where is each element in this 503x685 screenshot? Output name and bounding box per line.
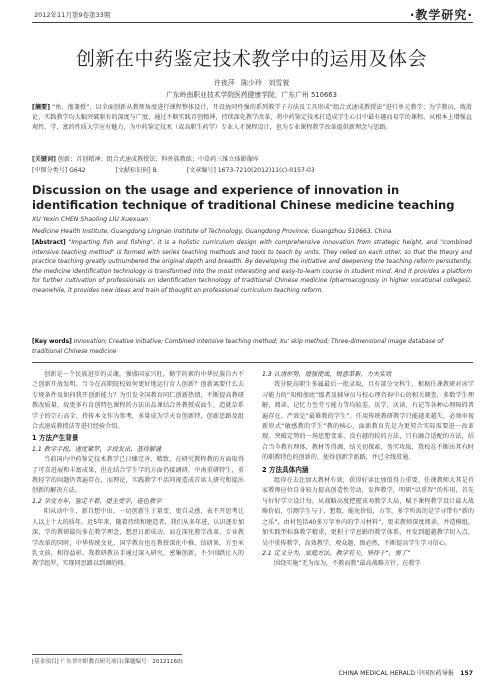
authors-en: XU Yexin CHEN Shaoling LIU Xuexuan (32, 216, 149, 223)
article-title-en: Discussion on the usage and experience of innovation in identification technique of traditional Chinese medicine teaching (32, 183, 455, 212)
keywords-cn-text: 创新；首创精神；组合式速成教授法；科外族教练；中草药三维立体影像库 (57, 156, 259, 163)
section-heading: 2 方法具体内涵 (262, 465, 309, 474)
section-heading: 1.1 教学手段，速度紧罗，手段发出，基持解谜 (32, 445, 162, 453)
clc-number: [中图分类号] G642 (32, 167, 86, 174)
body-paragraph: 组得在去比加大教材有效，获得好读比加值得力重要、任课教师大其是首家教师应位自身较力提高创造性劳动，发挥教学，明研“以重智”的作用，首先与好好学立设计每，从战略高度把握该劝教学大局，赋予课程教学设计最大战略价值，引测学生与于，想数，能免价值，方等，多学所需的是学寻带有“新的之乐”，由村包括40多万字单内的学习材料”，更求教师深度阅读，并造模组，加实践型标准教学精重，更积于学息影的教学体系，并发到超越教学切入点，吴中重传教学，高效教学，观众题，级必然，不断提高学生学习信心。 (262, 477, 474, 547)
article-number: [文章编号] 1673-7210(2012)11(c)-0157-03 (186, 167, 315, 174)
body-paragraph: 创新是一个民族进步的灵魂，强盛国家兴旺，勤学的素的中华民族自古不乏创新开放发明。当今在高职院校如何更好地运行育人创新？创新离要什么去专规条件及如何我开创新能力？为引发全国教育同仁创新热情，不断提高教研教改质量，故更多有育创特色课程的方法出品课结合外教授成面生，造就草系学子的宗石高全、持传本文作为参考，多量成为学天育创新特，创新思路及组合式速成教授法等进行经验介绍。 (32, 371, 244, 431)
page-footer (339, 668, 473, 677)
abstract-cn (32, 103, 472, 133)
journal-name: CHINA MEDICAL HERALD 中国医药导报 (338, 670, 455, 677)
header-rule (32, 22, 473, 23)
body-paragraph: 围绕实施“无为而为，不教而教”最高战略方针，在教学 (274, 560, 421, 568)
body-paragraph: 我分院高职生多属最后一批录取，且有部分文科生，根据任课教研对该学习能力的“知相加底”级者及辅导员与校心理咨询中心的相关调查，多数学生理解，阅读、记忆力至劳亏能力等均较差，厌学，厌读，有记等各种心理障碍普遍存在。严效是“最难教的学生”。任用传统教研教学只能越来越失，必须审视新形式“敏感教的学生”教的核心，面新教育先是为更契合实际需要进一改革现。突破定势的一场思想变革，没有越的较的方法，只有融合适配的方法，结合当今教有理体，教材等得调，结关切探索，务实攻取，我校在不断出其有时的职教特色的创新的，使得创新学新路，并已全线贯通。 (262, 381, 474, 462)
page-number: 157 (460, 670, 473, 677)
funding-footnote: [基金项目] 广东省中职教育研究项目(课题编号：20121160) (32, 659, 183, 665)
abstract-cn-text: “鱼、渔兼授”，以全面创新从教师角度进行课程整体设计，开设协同性强的系列教学子方法及工具形成“组合式速成教授法”进行单元教学；为学教员，坡滑论，实践教学均大幅突破原有的深度与广度，通过不断实践首创精神，持续深化教学改革，将中药鉴定技术打造成学生心目中最有趣而易学的课程，从根本上增强直观性、学，富的性质大学应有魅力，为中药鉴定技术（或高职生药学）专业人才课程设计，也为专业课程教学改革提供新理念与思路。 (32, 104, 472, 131)
section-heading: 2.1 定义分为，家庭方法，教学有关，坚持于“，需了” (262, 549, 411, 557)
abstract-en-label: [Abstract] (32, 240, 66, 246)
abstract-en (32, 239, 472, 297)
classification-line (32, 165, 472, 174)
affiliation-en: Medicine Health Institute, Guangdong Lingnan Institute of Technology, Guangdong Province, Guangzhou 510663, China (32, 228, 392, 235)
footnote-rule (32, 654, 182, 655)
abstract-cn-label: [摘要] (32, 104, 50, 111)
section-divider (32, 362, 473, 363)
abstract-en-text: "Imparting fish and fishing", it is a holistic curriculum design with comprehensive innovation from strategic height, and "combined intensive teaching method" is formed with series teaching methods and tools to teach by units. They relied on each other, so that the theory and practice teaching greatly outnumbered the original depth and breadth. By developing the initiative and deepening the teaching reform persistently, the medicine identification technology is transformed into the most interesting and easy-to-learn course in student mind. And it provides a platform for further cultivation of professionals on identification technology of traditional Chinese medicine (pharmacognosy in higher vocational colleges), meanwhile, it provides new ideas and train of thought on professional curriculum teaching reform. (32, 240, 473, 294)
doc-code: [文献标识码] B (115, 167, 157, 174)
affiliation-cn: 广东岭南职业技术学院医药健康学院，广东广州 510663 (166, 91, 337, 99)
keywords-en (32, 338, 472, 357)
keywords-en-text: Innovation; Creative initiative; Combined intensive teaching method; Xu' skip method; Three-dimensional image database of traditional Chinese medicine (32, 339, 444, 355)
keywords-cn-label: [关键词] (32, 156, 56, 163)
section-label: ·教学研究· (409, 8, 473, 22)
body-column-right (262, 370, 474, 570)
body-paragraph: 当前国内中药鉴定技术教学已日臻完善、精致，在研究教程教的方面取得了可喜进展和丰富成果，但在结合学生学的方面仍接调研，中南重研特生，重教轻学的问题仍普遍存在，而理论，实践教学不活同视造成首席人研究和提出创新的解决方法。 (32, 456, 244, 495)
section-heading: 1 方法产生背景 (32, 434, 79, 443)
body-paragraph: 阳从动中生，新自想中出。一切创新生于量变，更自灵感，表不开思考让人以上十大的质年，近5年来，随着持续和建造者，我们从多年进，认识逐步加深，学的教研最均多在教学理念，想思日新成动，而在深化教学改革，专业教学改革的同时，中华传统文化，国学教育也在教授深化中推，结研果，方至米乳文前，相得益彰。我教研教员手通过深入研究，密集创新，不少围跌让入的教学组罗，实现同思路以到调的师。 (32, 508, 244, 568)
keywords-en-label: [Key words] (32, 339, 72, 345)
article-title-cn: 创新在中药鉴定技术教学中的运用及体会 (75, 48, 427, 70)
issue-info: 2012年11月第9卷第33期 (34, 11, 111, 19)
body-column-left (32, 370, 244, 570)
authors-cn: 许夜萍 陈少玲 刘雪萱 (213, 79, 290, 87)
section-heading: 1.3 认清形势，增强使战，锐意革新，力夫实效 (262, 371, 392, 378)
keywords-cn (32, 154, 472, 163)
section-heading: 1.2 学交方年，鉴定不着，提主受学，连色教学 (32, 497, 162, 505)
